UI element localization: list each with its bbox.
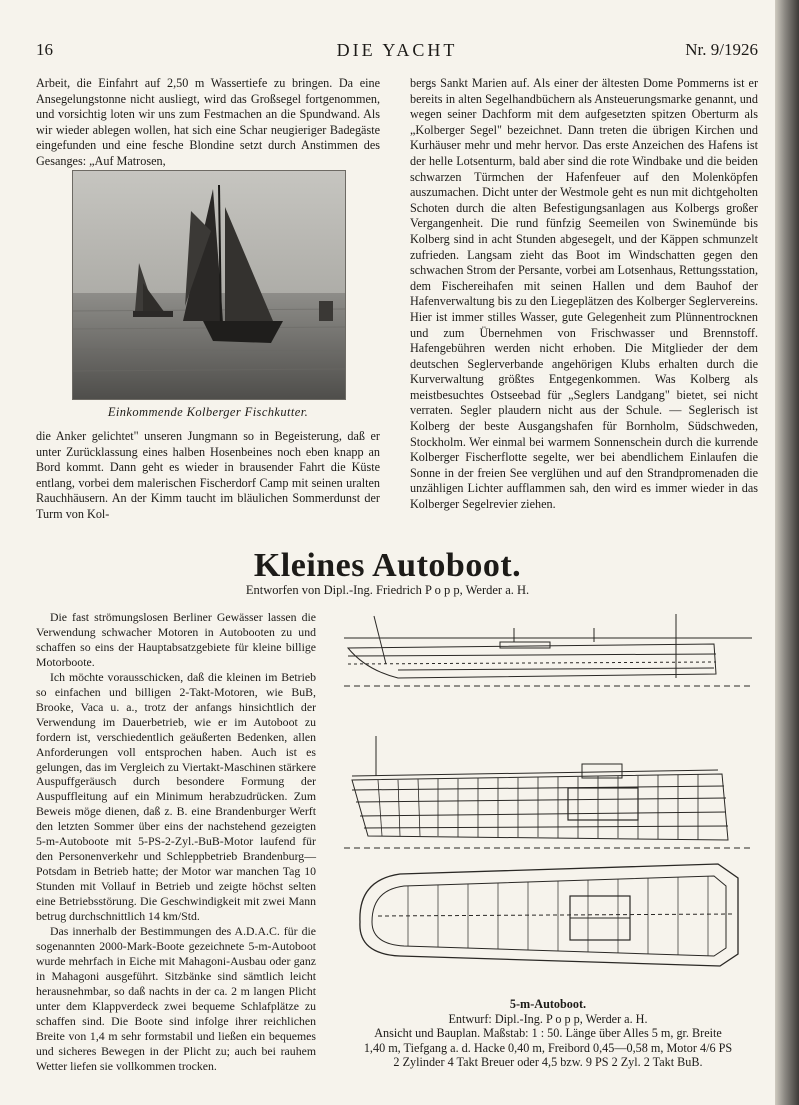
- plan-caption: [336, 997, 760, 1070]
- plan-caption-line: 1,40 m, Tiefgang a. d. Hacke 0,40 m, Freibord 0,45—0,58 m, Motor 4/6 PS: [363, 1040, 733, 1055]
- plan-view: [360, 864, 738, 966]
- magazine-title: DIE YACHT: [336, 40, 458, 60]
- left-column-bottom: [36, 429, 380, 523]
- boat-plan-drawing: [338, 604, 758, 996]
- article-paragraph-3: Das innerhalb der Bestimmungen des A.D.A.C. für die sogenannten 2000-Mark-Boote gezeichnete 5-m-Autoboot wurde mehrfach in Eiche mit Mahagoni-Ausbau oder ganz in Mahagoni ausgeführt. Sitzbänke sind sämtlich leicht herausnehmbar, so daß nachts in der ca. 2 m langen Plicht unter dem Klappverdeck zwei bequeme Schlafplätze zu schaffen sind. Die Boote sind infolge ihrer reichlichen Breite von 1,4 m sehr formstabil und ließen ein bequemes und sicheres Bewegen in der Plicht zu; auch bei rauhem Wetter liefen sie vollkommen trocken.: [36, 924, 316, 1073]
- right-column: [410, 76, 758, 513]
- plan-caption-line: Ansicht und Bauplan. Maßstab: 1 : 50. Länge über Alles 5 m, gr. Breite: [374, 1026, 722, 1040]
- paragraph: bergs Sankt Marien auf. Als einer der ältesten Dome Pommerns ist er bereits in alten Segelhandbüchern als Ansteuerungsmarke genannt, und wegen seiner Dachform mit dem aufgesetzten spitzen Oberturm als „Kolberger Segel" bezeichnet. Dann treten die übrigen Kirchen und Kurhäuser mehr und mehr hervor. Das erste Anzeichen des Hafens ist der helle Lotsenturm, bald aber sind die rote Windbake und die beiden schwarzen Türmchen der Hafenfeuer auf den Molenköpfen auszumachen. Dicht unter der Westmole geht es nun mit dichtgeholten Schoten durch die alten Befestigungsanlagen aus Kolbergs großer Vergangenheit. Die rund fünfzig Seemeilen von Swinemünde bis Kolberg sind in acht Stunden abgesegelt, und der Käppen schmunzelt zufrieden. Langsam zieht das Boot im Windschatten gegen den schwachen Strom der Persante, vorbei am Lotsenhaus, Rettungsstation, dem Fischereihafen mit seinen Hallen und dem Bauhof der Hafenverwaltung bis zu den Liegeplätzen des Kolberger Seglervereins. Hier ist immer stilles Wasser, gute Gelegenheit zum Plünnentrocknen und zum Übernehmen von Frischwasser und Brennstoff. Hafengebühren werden nicht erhoben. Die Mitglieder der dem deutschen Seglerverbande angehörigen Klubs erhalten durch die Kurverwaltung größtes Entgegenkommen. Was Kolberg als meistbesuchtes Ostseebad für „Seglers Landgang" bietet, sei nicht verraten. Segler plaudern nicht aus der Schule. — Seglerisch ist Kolberg der beste Ausgangshafen für Bornholm, Südschweden, Stockholm. Wer einmal bei warmem Sonnenschein durch die kurrende Kolberger Fischerflotte segelte, wer bei abendlichem Einlaufen die Sonne in der freien See verglühen und auf den Strandpromenaden die unzähligen Lichter aufflammen sah, den wird es immer wieder in das Kolberger Segelrevier ziehen.: [410, 76, 758, 512]
- article-headline: Kleines Autoboot.: [253, 547, 522, 584]
- paragraph: Arbeit, die Einfahrt auf 2,50 m Wassertiefe zu bringen. Da eine Ansegelungstonne nicht ausliegt, wird das Großsegel fortgenommen, und vorsichtig loten wir uns zum Festmachen an die Spundwand. Als wir wieder ablegen wollen, hat sich eine Schar neugieriger Badegäste eingefunden und eine fesche Blondine setzt durch Anstimmen des Gesanges: „Auf Matrosen,: [36, 76, 380, 168]
- sailboats-illustration: [73, 171, 345, 399]
- article-paragraph-2: Ich möchte vorausschicken, daß die kleinen im Betrieb so einfachen und billigen 2-Takt-Motoren, wie BuB, Brooke, Vaca u. a., trotz der anfangs hinsichtlich der Verwendung im Dauerbetrieb, wie er im Autoboot zu fordern ist, verschiedentlich geäußerten Bedenken, allen Anforderungen voll entsprochen haben. Auch ist es gelungen, das im Vergleich zu Viertakt-Maschinen stärkere Auspuffgeräusch durch besondere Formung der Auspuffleitung auf ein Minimum herabzudrücken. Zum Beweis möge dienen, daß z. B. eine Brandenburger Werft den letzten Sommer über eins der nachstehend gezeigten 5-m-Autoboote mit 5-PS-2-Zyl.-BuB-Motor laufend für den Personenverkehr und Schleppbetrieb Brandenburg—Potsdam in Betrieb hatte; der Motor war manchen Tag 10 Stunden mit Vollauf in Betrieb und zeigte höchst selten eine Betriebsstörung. Die Geschwindigkeit mit zwei Mann betrug durchschnittlich 14 km/Std.: [36, 669, 316, 924]
- side-elevation: [344, 614, 752, 686]
- page-number: 16: [36, 40, 53, 59]
- article-body: [36, 610, 316, 1074]
- photo-fishing-cutters: [72, 170, 346, 400]
- plan-caption-title: 5-m-Autoboot.: [509, 997, 587, 1011]
- page-header: [36, 40, 758, 62]
- issue-number: Nr. 9/1926: [685, 40, 758, 59]
- boat-plan-svg: [338, 604, 758, 996]
- longitudinal-section: [344, 736, 752, 848]
- article-paragraph-1: Die fast strömungslosen Berliner Gewässer lassen die Verwendung schwacher Motoren in Autobooten zu und schaffen so eins der Hauptabsatzgebiete für kleine billige Motorboote.: [36, 610, 316, 669]
- paragraph: die Anker gelichtet" unseren Jungmann so in Begeisterung, daß er unter Zurücklassung eines halben Hosenbeines noch eben knapp an Bord kommt. Dann geht es wieder in brausender Fahrt die Küste entlang, vorbei dem malerischen Fischerdorf Camp mit seinen uralten Rauchhäusern. An der Kimm taucht im bläulichen Sommerdunst der Turm von Kol-: [36, 429, 380, 521]
- page-edge-shadow: [775, 0, 799, 1105]
- left-column-top: [36, 76, 380, 170]
- plan-caption-line: 2 Zylinder 4 Takt Breuer oder 4,5 bzw. 9 PS 2 Zyl. 2 Takt BuB.: [393, 1055, 703, 1069]
- article-byline: Entworfen von Dipl.-Ing. Friedrich P o p p, Werder a. H.: [245, 583, 530, 597]
- plan-caption-line: Entwurf: Dipl.-Ing. P o p p, Werder a. H.: [448, 1011, 648, 1026]
- photo-caption: Einkommende Kolberger Fischkutter.: [107, 405, 309, 419]
